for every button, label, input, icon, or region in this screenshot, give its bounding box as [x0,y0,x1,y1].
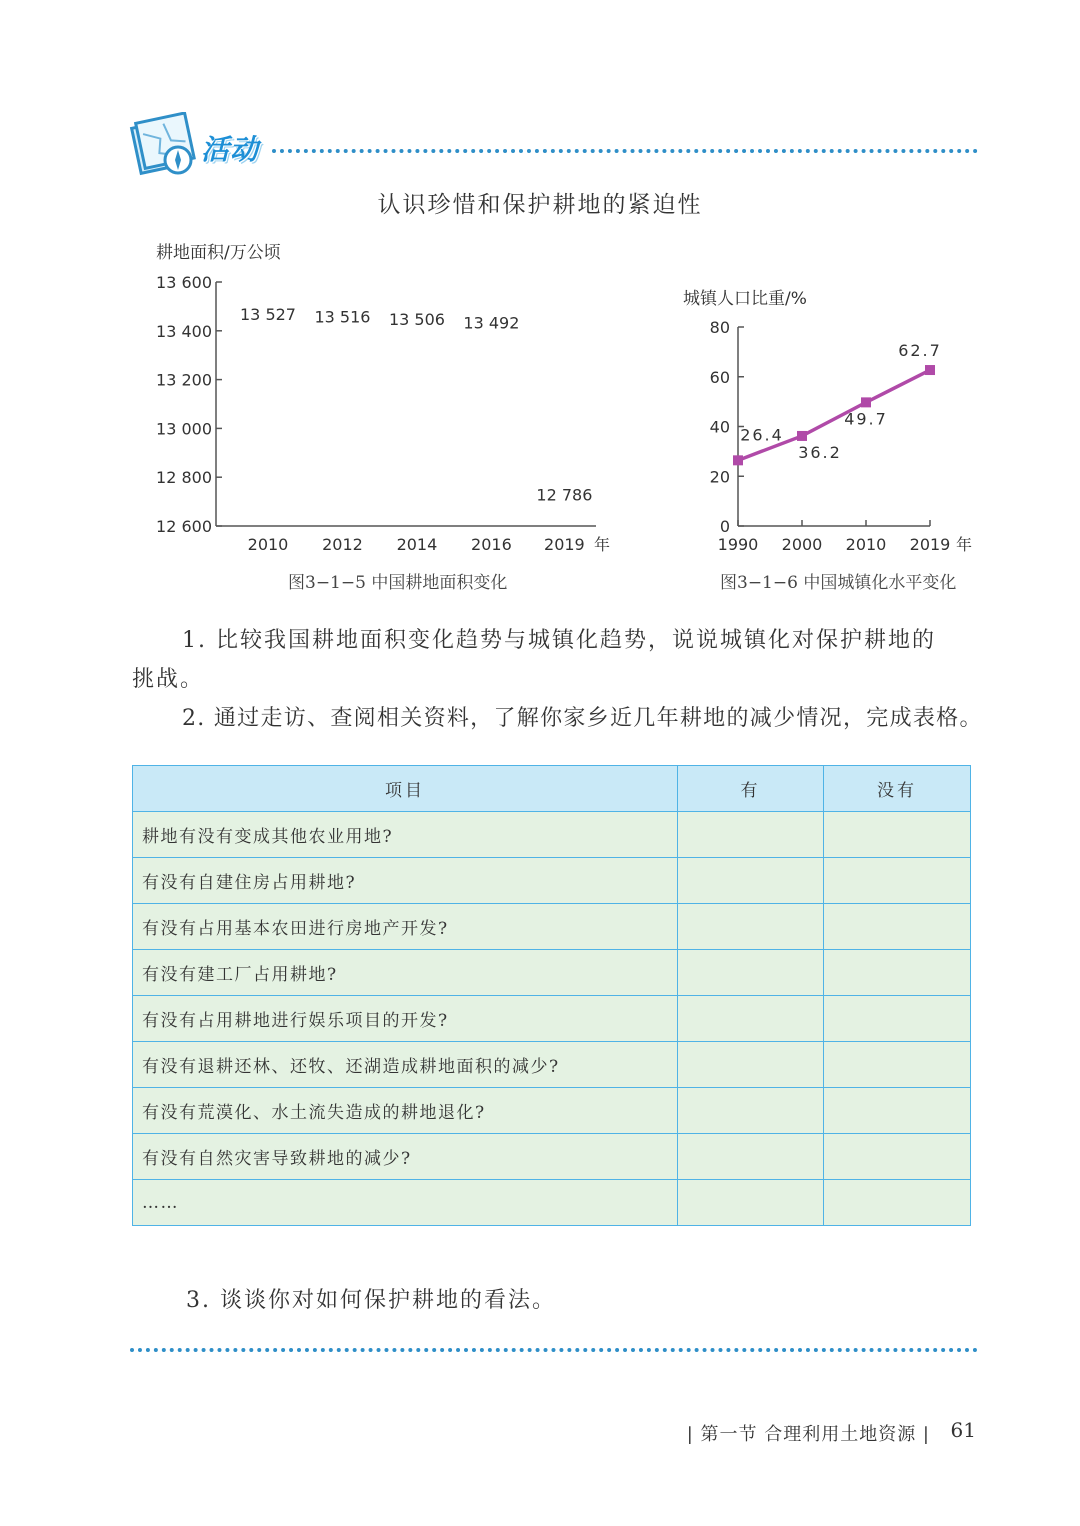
table-row-item: 有没有退耕还林、还牧、还湖造成耕地面积的减少? [133,1042,678,1088]
chart1-value-label: 13 527 [240,304,296,324]
table-row [133,950,971,996]
table-row [133,1180,971,1226]
chart2-ytick-label: 60 [709,367,730,387]
table-row [133,812,971,858]
chart1-ytick-label: 13 400 [156,321,212,341]
farmland-area-chart [156,243,610,554]
table-yes-cell[interactable] [678,1134,824,1180]
table-row [133,858,971,904]
table-yes-cell[interactable] [678,1042,824,1088]
table-no-cell[interactable] [824,1042,971,1088]
chart2-ytick-label: 0 [719,517,730,536]
urbanization-chart [683,289,972,554]
chart2-xtick-label: 2000 [781,535,823,554]
chart1-value-label: 13 492 [463,313,520,333]
table-row [133,1042,971,1088]
table-yes-cell[interactable] [678,1180,824,1226]
chart1-value-label: 13 506 [388,309,445,329]
table-row [133,1088,971,1134]
chart2-value-label: 49.7 [844,409,888,429]
page-number: 61 [950,1418,976,1442]
table-row-item: 有没有占用基本农田进行房地产开发? [133,904,678,950]
table-no-cell[interactable] [824,904,971,950]
chart2-ytick-label: 20 [709,467,730,487]
footer-section-label: | 第一节 合理利用土地资源 | [686,1424,930,1445]
activity-title: 认识珍惜和保护耕地的紧迫性 [377,192,703,218]
activity-label: 活动 [201,133,260,166]
chart1-ytick-label: 12 600 [156,517,212,536]
table-yes-cell[interactable] [678,858,824,904]
table-yes-cell[interactable] [678,1088,824,1134]
chart2-value-label: 62.7 [898,341,942,361]
chart2-ytick-label: 80 [709,318,730,337]
table-no-cell[interactable] [824,812,971,858]
table-no-cell[interactable] [824,1134,971,1180]
table-row-item: 耕地有没有变成其他农业用地? [133,812,678,858]
chart1-ytick-label: 13 000 [156,419,212,439]
table-row-item: 有没有自建住房占用耕地? [133,858,678,904]
chart2-point [733,455,743,465]
chart2-xtick-label: 2010 [845,535,887,554]
table-row [133,1134,971,1180]
question-2: 2. 通过走访、查阅相关资料，了解你家乡近几年耕地的减少情况，完成表格。 [182,706,983,731]
table-row-item: …… [133,1180,678,1226]
chart2-caption: 图3−1−6 中国城镇化水平变化 [720,573,957,593]
footer-section-title [687,1420,930,1446]
chart2-xlabel: 年 [956,535,973,554]
header-item: 项目 [133,766,678,812]
chart1-ytick-label: 12 800 [156,468,212,488]
table-no-cell[interactable] [824,1180,971,1226]
table-yes-cell[interactable] [678,996,824,1042]
chart2-ytick-label: 40 [709,417,730,437]
charts-area [0,0,1080,620]
chart2-point [861,397,871,407]
chart2-point [797,431,807,441]
question-1-line-1: 1. 比较我国耕地面积变化趋势与城镇化趋势，说说城镇化对保护耕地的 [182,628,936,653]
chart1-value-label: 13 516 [314,307,371,327]
farmland-survey-table [132,765,971,1226]
table-row [133,904,971,950]
chart1-xlabel: 年 [594,535,611,554]
chart2-xtick-label: 1990 [717,535,759,554]
table-yes-cell[interactable] [678,904,824,950]
chart2-value-label: 26.4 [740,425,784,445]
table-row-item: 有没有荒漠化、水土流失造成的耕地退化? [133,1088,678,1134]
table-no-cell[interactable] [824,996,971,1042]
chart1-ytick-label: 13 600 [156,273,212,292]
chart2-point [925,365,935,375]
table-no-cell[interactable] [824,1088,971,1134]
chart1-ylabel: 耕地面积/万公顷 [156,243,281,263]
chart1-xtick-label: 2012 [322,535,363,554]
chart1-xtick-label: 2014 [396,535,438,554]
table-row-item: 有没有占用耕地进行娱乐项目的开发? [133,996,678,1042]
question-3: 3. 谈谈你对如何保护耕地的看法。 [186,1288,556,1313]
chart1-ytick-label: 13 200 [156,370,212,390]
header-no: 没有 [824,766,971,812]
table-no-cell[interactable] [824,858,971,904]
chart1-xtick-label: 2019 [544,535,585,554]
activity-divider-bottom [130,1348,978,1352]
chart2-ylabel: 城镇人口比重/% [683,289,807,309]
table-yes-cell[interactable] [678,812,824,858]
chart2-xtick-label: 2019 [909,535,951,554]
question-1-line-2: 挑战。 [132,667,205,692]
table-row-item: 有没有自然灾害导致耕地的减少? [133,1134,678,1180]
table-yes-cell[interactable] [678,950,824,996]
header-yes: 有 [678,766,824,812]
table-row-item: 有没有建工厂占用耕地? [133,950,678,996]
chart1-caption: 图3−1−5 中国耕地面积变化 [288,573,508,593]
chart2-value-label: 36.2 [798,442,842,462]
chart1-xtick-label: 2016 [471,535,512,554]
chart1-xtick-label: 2010 [247,535,289,554]
table-header-row [133,766,971,812]
table-row [133,996,971,1042]
chart1-value-label: 12 786 [536,485,593,505]
table-no-cell[interactable] [824,950,971,996]
